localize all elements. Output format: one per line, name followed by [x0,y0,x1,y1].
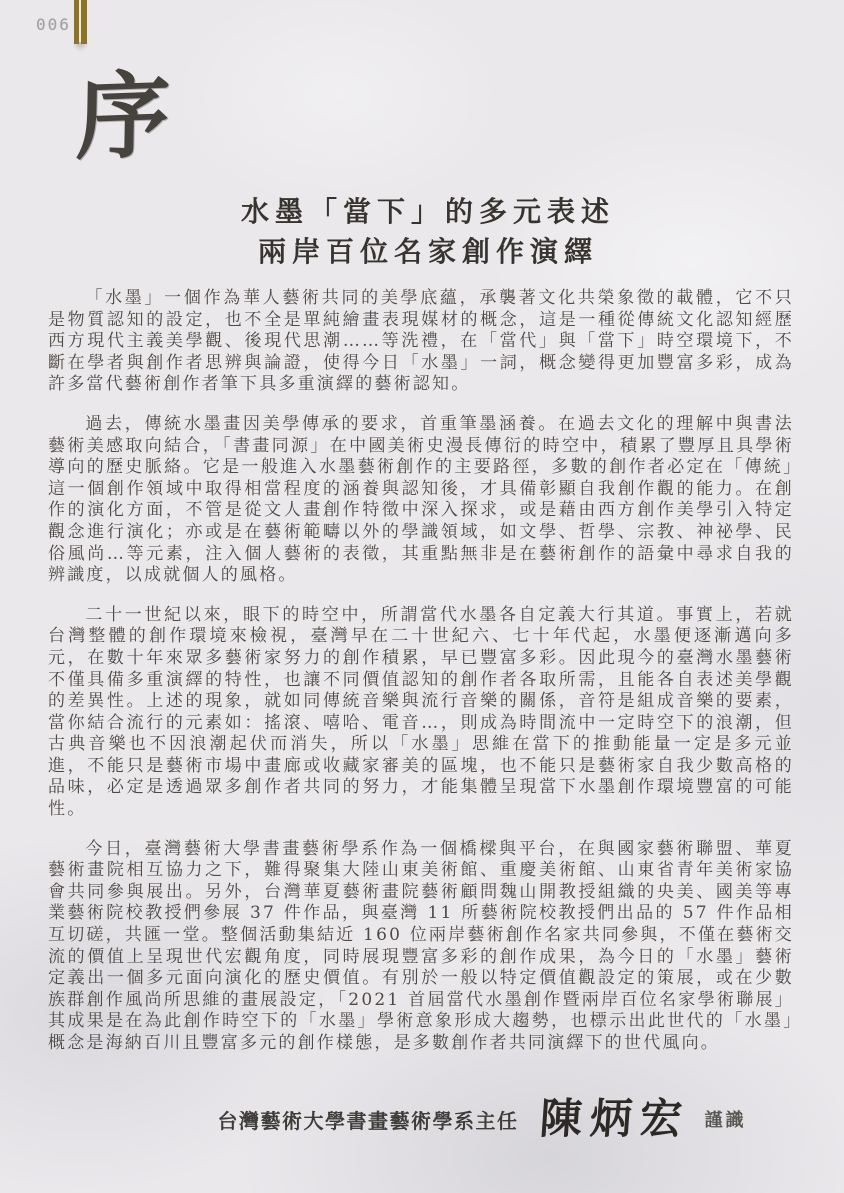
signature-title: 台灣藝術大學書畫藝術學系主任 [217,1108,519,1133]
page-title [48,192,808,272]
title-line-1: 水墨「當下」的多元表述 [240,195,615,228]
signature-name: 陳炳宏 [538,1094,693,1143]
signature-line [0,1094,844,1143]
gold-rule-bar [74,0,87,44]
preface-body [48,288,794,1073]
paragraph-3: 二十一世紀以來，眼下的時空中，所謂當代水墨各自定義大行其道。事實上，若就台灣整體的創作環境來檢視，臺灣早在二十世紀六、七十年代起，水墨便逐漸邁向多元，在數十年來眾多藝術家努力的創作積累，早已豐富多彩。因此現今的臺灣水墨藝術不僅具備多重演繹的特性，也讓不同價值認知的創作者各取所需，且能各自表述美學觀的差異性。上述的現象，就如同傳統音樂與流行音樂的關係，音符是組成音樂的要素，當你結合流行的元素如：搖滾、嘻哈、電音…，則成為時間流中一定時空下的浪潮，但古典音樂也不因浪潮起伏而消失，所以「水墨」思維在當下的推動能量一定是多元並進，不能只是藝術市場中畫廊或收藏家審美的區塊，也不能只是藝術家自我少數高格的品味，必定是透過眾多創作者共同的努力，才能集體呈現當下水墨創作環境豐富的可能性。 [48,604,794,820]
paragraph-4: 今日，臺灣藝術大學書畫藝術學系作為一個橋樑與平台，在與國家藝術聯盟、華夏藝術畫院相互協力之下，難得聚集大陸山東美術館、重慶美術館、山東省青年美術家協會共同參與展出。另外，台灣華夏藝術畫院藝術顧問魏山開教授組織的央美、國美等專業藝術院校教授們參展 37 件作品，與臺灣 11 所藝術院校教授們出品的 57 件作品相互切磋，共匯一堂。整個活動集結近 160 位兩岸藝術創作名家共同參與，不僅在藝術交流的價值上呈現世代宏觀角度，同時展現豐富多彩的創作成果，為今日的「水墨」藝術定義出一個多元面向演化的歷史價值。有別於一般以特定價值觀設定的策展，或在少數族群創作風尚所思維的畫展設定，「2021 首屆當代水墨創作暨兩岸百位名家學術聯展」其成果是在為此創作時空下的「水墨」學術意象形成大趨勢，也標示出此世代的「水墨」概念是海納百川且豐富多元的創作樣態，是多數創作者共同演繹下的世代風向。 [48,838,794,1053]
page-number: 006 [36,15,71,34]
paragraph-2: 過去，傳統水墨畫因美學傳承的要求，首重筆墨涵養。在過去文化的理解中與書法藝術美感取向結合，「書畫同源」在中國美術史漫長傳衍的時空中，積累了豐厚且具學術導向的歷史脈絡。它是一般進入水墨藝術創作的主要路徑，多數的創作者必定在「傳統」這一個創作領域中取得相當程度的涵養與認知後，才具備彰顯自我創作觀的能力。在創作的演化方面，不管是從文人畫創作特徵中深入探求，或是藉由西方創作美學引入特定觀念進行演化；亦或是在藝術範疇以外的學識領域，如文學、哲學、宗教、神祕學、民俗風尚…等元素，注入個人藝術的表徵，其重點無非是在藝術創作的語彙中尋求自我的辨識度，以成就個人的風格。 [48,413,794,586]
signature-suffix: 謹識 [704,1110,747,1131]
preface-calligraphy-heading: 序 [75,60,171,174]
paragraph-1: 「水墨」一個作為華人藝術共同的美學底蘊，承襲著文化共榮象徵的載體，它不只是物質認知的設定，也不全是單純繪畫表現媒材的概念，這是一種從傳統文化認知經歷西方現代主義美學觀、後現代思潮……等洗禮，在「當代」與「當下」時空環境下，不斷在學者與創作者思辨與論證，使得今日「水墨」一詞，概念變得更加豐富多彩，成為許多當代藝術創作者筆下具多重演繹的藝術認知。 [48,288,794,395]
title-line-2: 兩岸百位名家創作演繹 [257,235,598,268]
